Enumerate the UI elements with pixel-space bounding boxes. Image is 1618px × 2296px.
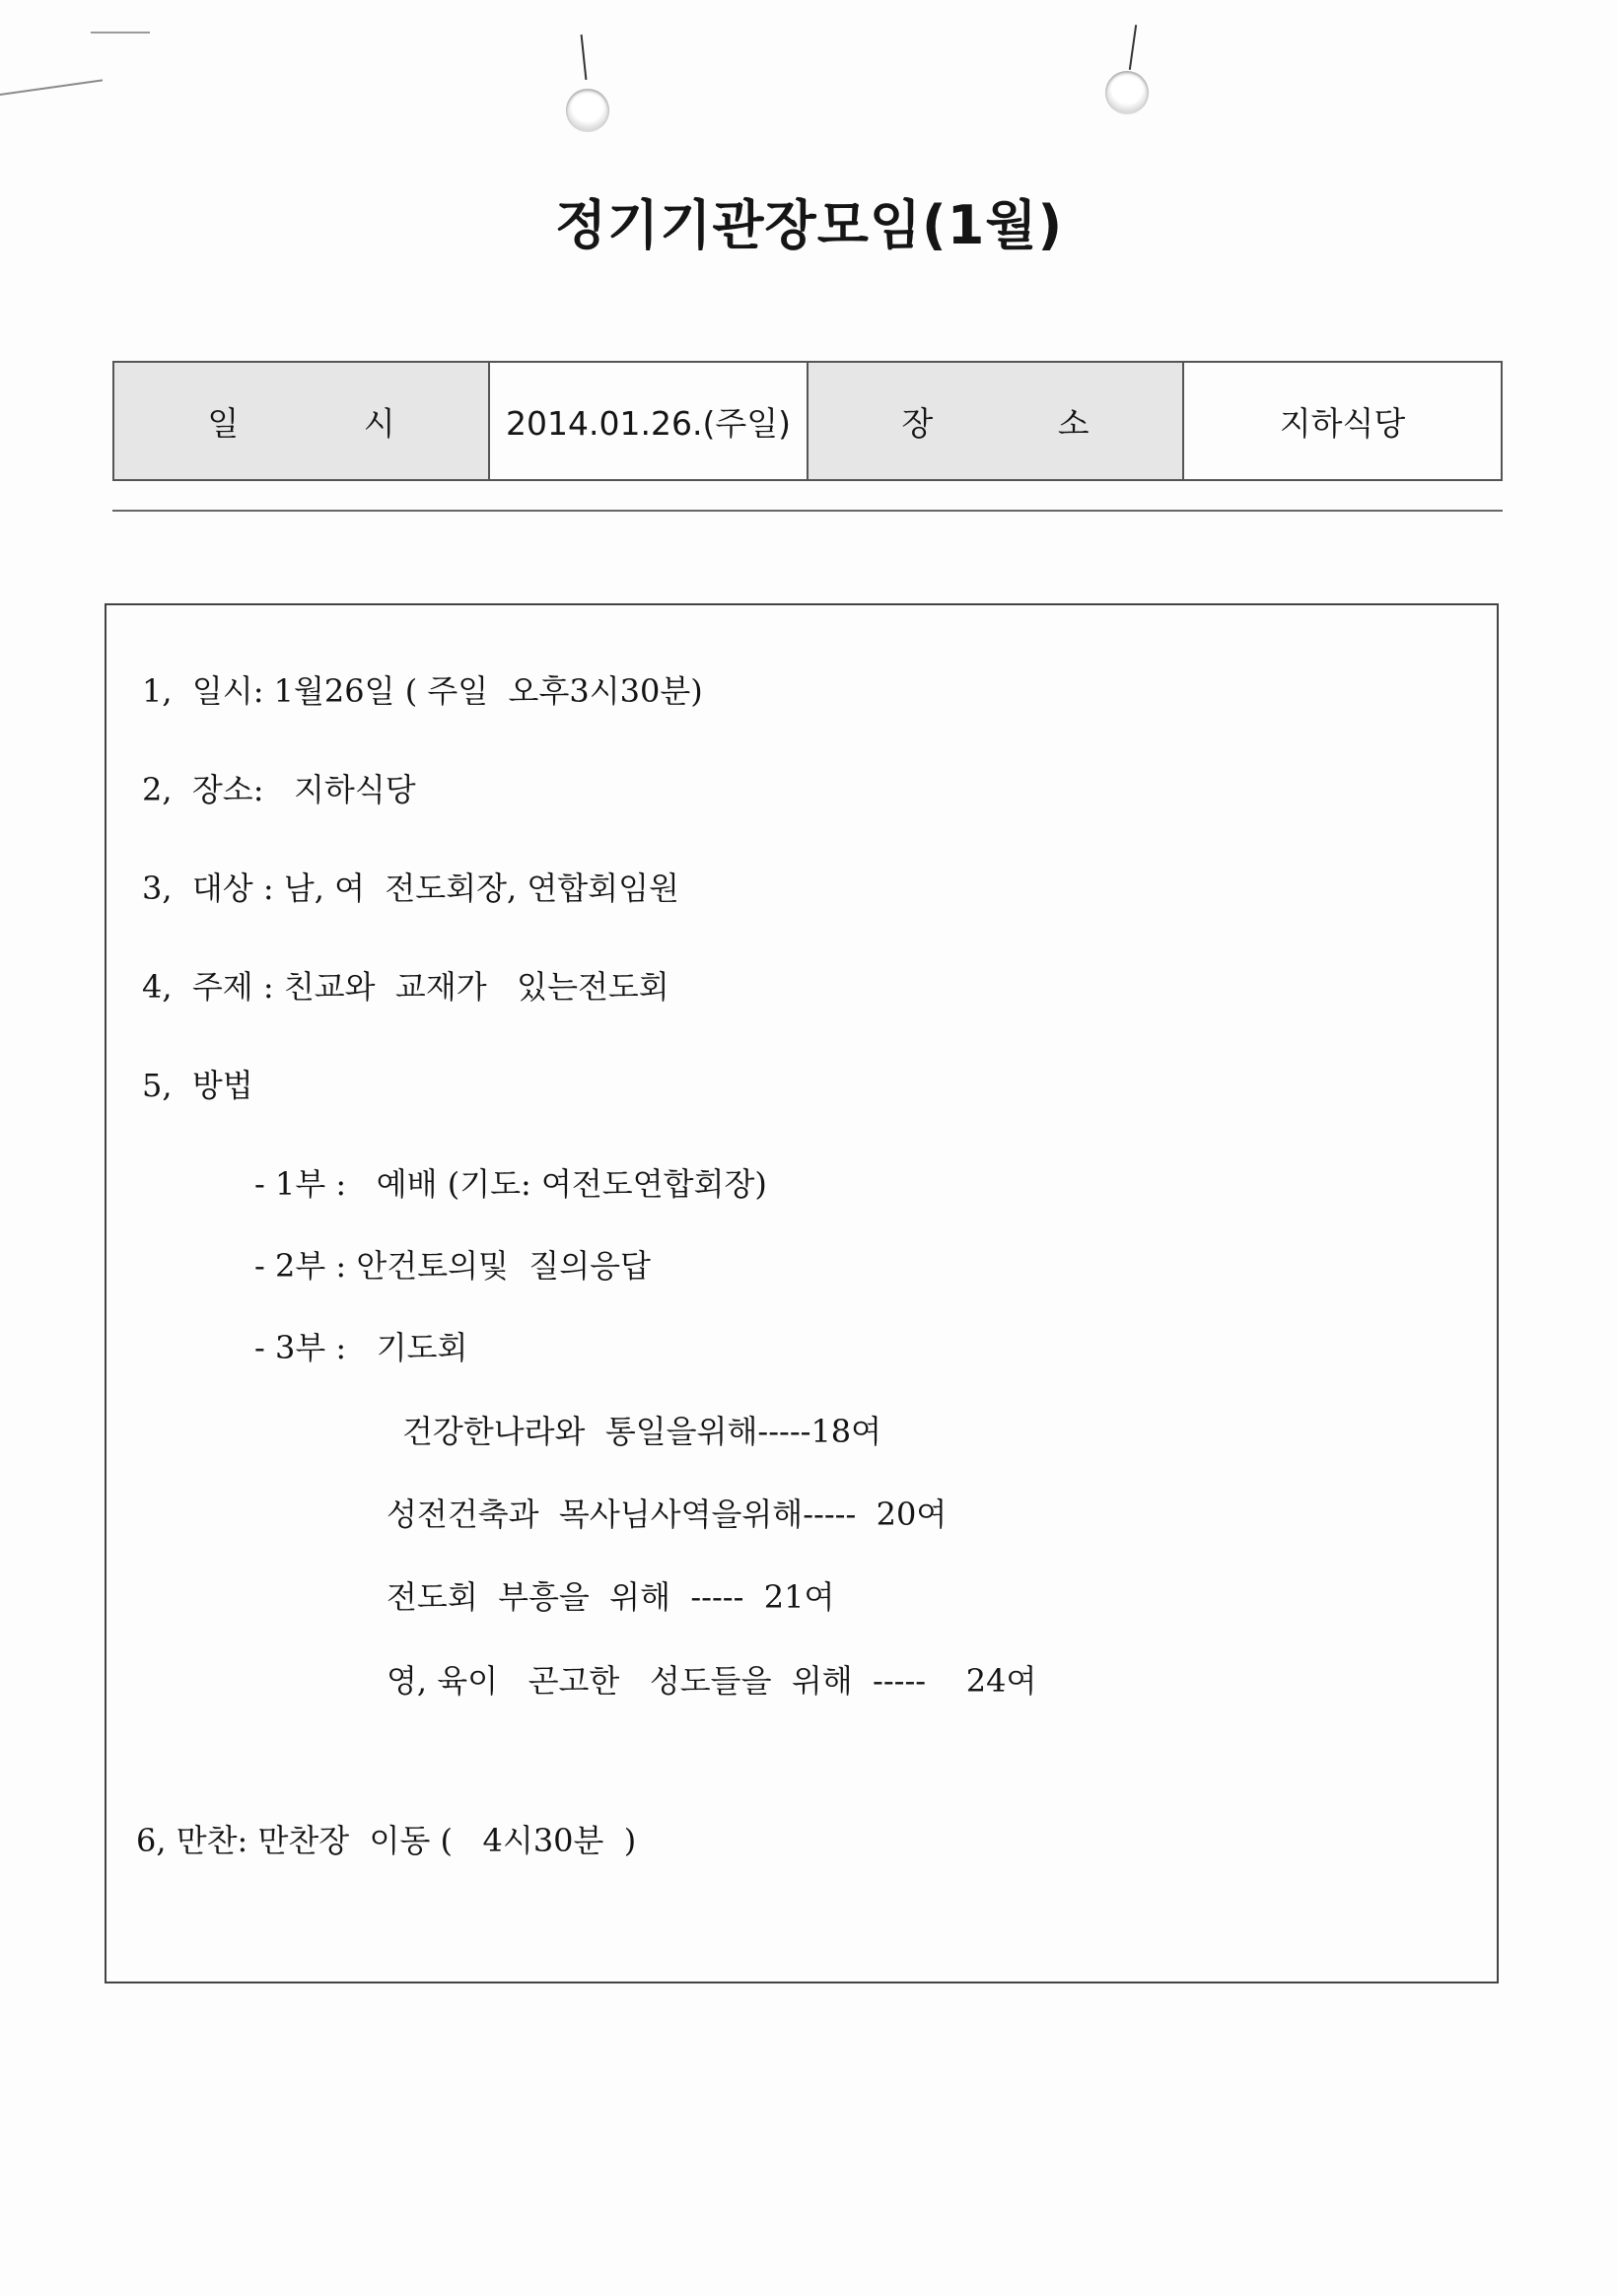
punch-hole-icon (1105, 71, 1149, 114)
agenda-item-audience: 3, 대상 : 남, 여 전도회장, 연합회임원 (142, 870, 679, 907)
agenda-item-dinner: 6, 만찬: 만찬장 이동 ( 4시30분 ) (136, 1822, 637, 1859)
punch-hole-icon (566, 89, 609, 132)
place-value: 지하식당 (1279, 403, 1406, 443)
prayer-topic-2: 성전건축과 목사님사역을위해----- 20여 (387, 1496, 948, 1533)
method-part-2: - 2부 : 안건토의및 질의응답 (254, 1247, 651, 1285)
scan-artifact-line (0, 79, 103, 96)
agenda-item-method: 5, 방법 (142, 1067, 253, 1104)
prayer-topic-1: 건강한나라와 통일을위해-----18여 (402, 1413, 882, 1450)
divider (112, 510, 1503, 512)
scan-artifact-tick (1129, 25, 1137, 70)
agenda-item-place: 2, 장소: 지하식당 (142, 771, 416, 808)
place-label: 장 소 (809, 363, 1184, 479)
prayer-topic-3: 전도회 부흥을 위해 ----- 21여 (387, 1578, 835, 1616)
agenda-item-date: 1, 일시: 1월26일 ( 주일 오후3시30분) (142, 672, 703, 710)
scan-artifact-dash (91, 32, 150, 34)
info-table (112, 361, 1503, 481)
method-part-3: - 3부 : 기도회 (254, 1329, 468, 1366)
agenda-box (105, 603, 1499, 1983)
agenda-item-theme: 4, 주제 : 친교와 교재가 있는전도회 (142, 968, 669, 1006)
method-part-1: - 1부 : 예배 (기도: 여전도연합회장) (254, 1165, 767, 1203)
date-label: 일 시 (114, 363, 490, 479)
date-value: 2014.01.26.(주일) (490, 363, 809, 479)
document-title: 정기기관장모임(1월) (554, 194, 1064, 256)
scan-artifact-tick (581, 35, 588, 80)
prayer-topic-4: 영, 육이 곤고한 성도들을 위해 ----- 24여 (387, 1662, 1037, 1700)
